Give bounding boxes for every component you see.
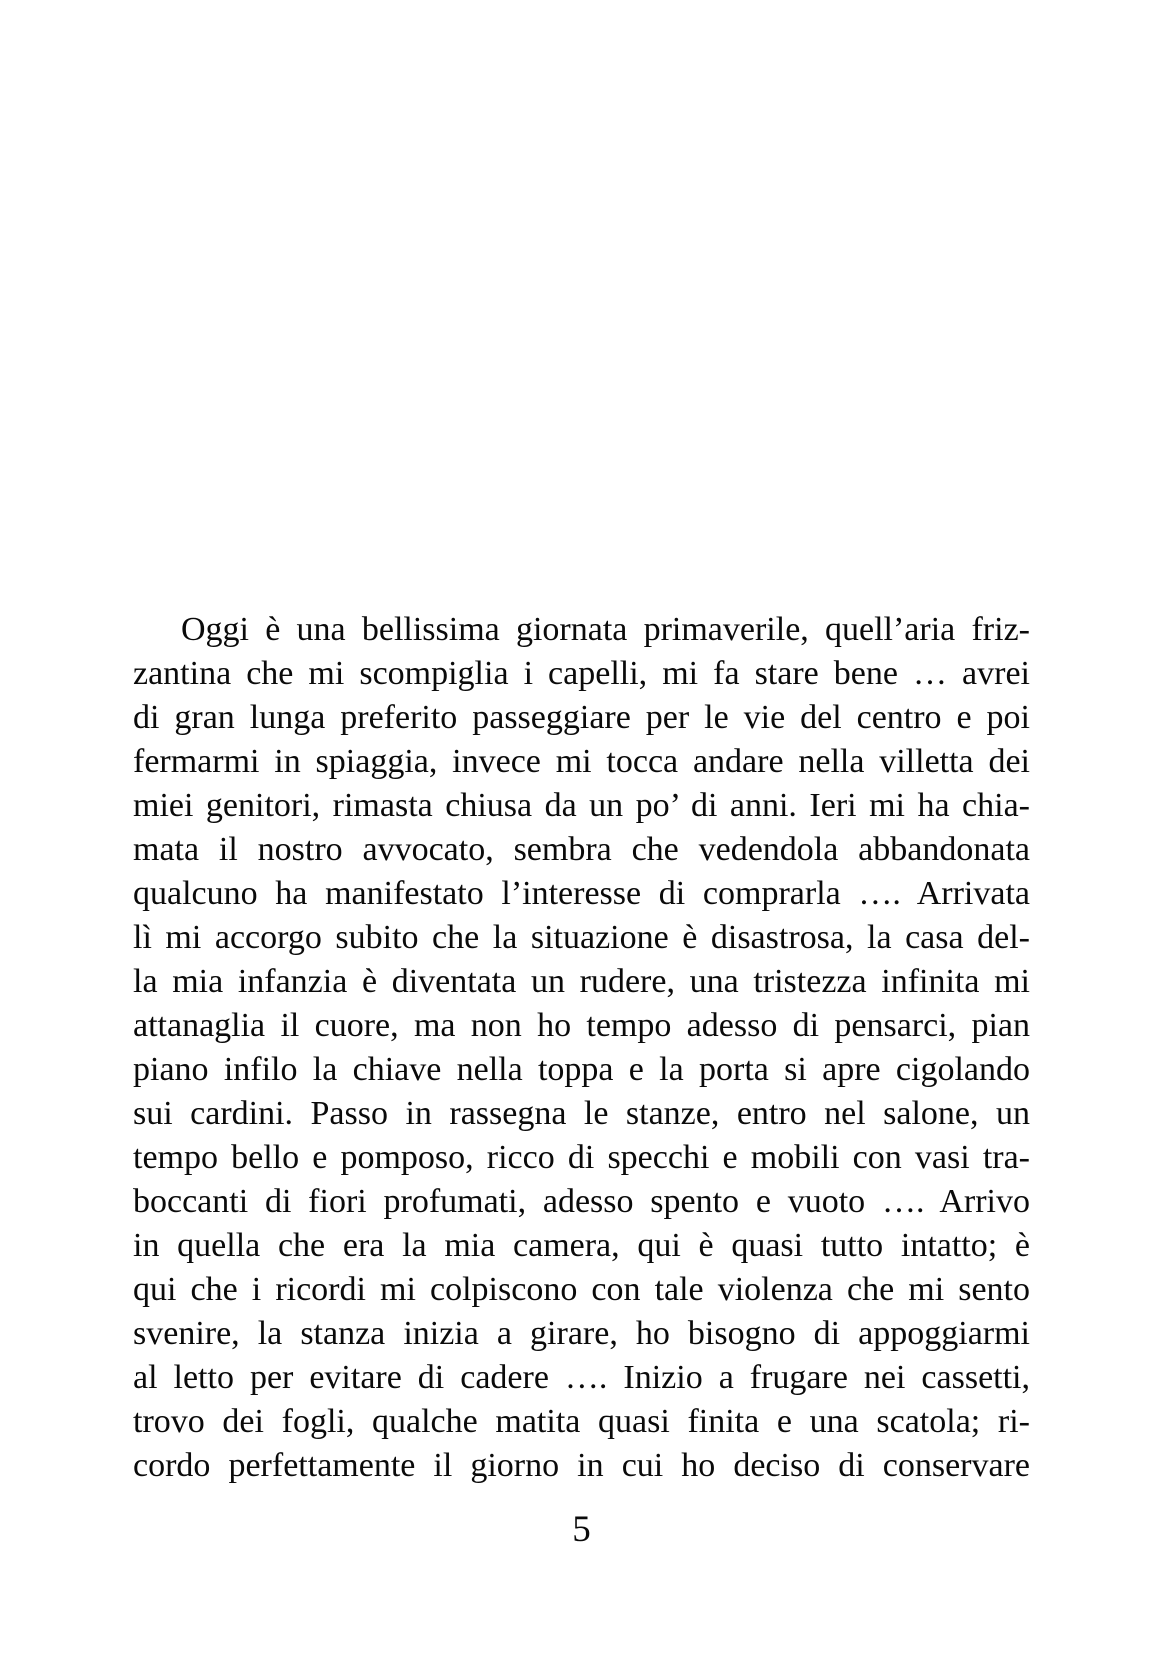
text-line: svenire, la stanza inizia a girare, ho bisogno di appoggiarmi [133,1315,1030,1352]
text-line: mata il nostro avvocato, sembra che vedendola abbandonata [133,831,1030,868]
text-line: piano infilo la chiave nella toppa e la porta si apre cigolando [133,1051,1030,1088]
text-line: tempo bello e pomposo, ricco di specchi e mobili con vasi tra- [133,1139,1030,1176]
text-line: attanaglia il cuore, ma non ho tempo adesso di pensarci, pian [133,1007,1030,1044]
page-number: 5 [572,1509,591,1550]
text-line: in quella che era la mia camera, qui è quasi tutto intatto; è [133,1227,1030,1264]
text-line: miei genitori, rimasta chiusa da un po’ di anni. Ieri mi ha chia- [133,787,1030,824]
text-line: al letto per evitare di cadere …. Inizio a frugare nei cassetti, [133,1359,1030,1396]
text-line: di gran lunga preferito passeggiare per le vie del centro e poi [133,699,1030,736]
text-line: zantina che mi scompiglia i capelli, mi fa stare bene … avrei [133,655,1030,692]
text-line: Oggi è una bellissima giornata primaverile, quell’aria friz- [181,611,1030,648]
text-line: fermarmi in spiaggia, invece mi tocca andare nella villetta dei [133,743,1030,780]
text-line: lì mi accorgo subito che la situazione è disastrosa, la casa del- [133,919,1030,956]
text-line: cordo perfettamente il giorno in cui ho deciso di conservare [133,1447,1030,1484]
text-line: la mia infanzia è diventata un rudere, una tristezza infinita mi [133,963,1030,1000]
text-line: trovo dei fogli, qualche matita quasi finita e una scatola; ri- [133,1403,1030,1440]
text-line: boccanti di fiori profumati, adesso spento e vuoto …. Arrivo [133,1183,1030,1220]
text-line: qualcuno ha manifestato l’interesse di comprarla …. Arrivata [133,875,1030,912]
text-line: qui che i ricordi mi colpiscono con tale violenza che mi sento [133,1271,1030,1308]
text-line: sui cardini. Passo in rassegna le stanze, entro nel salone, un [133,1095,1030,1132]
paragraph [133,608,1030,1488]
